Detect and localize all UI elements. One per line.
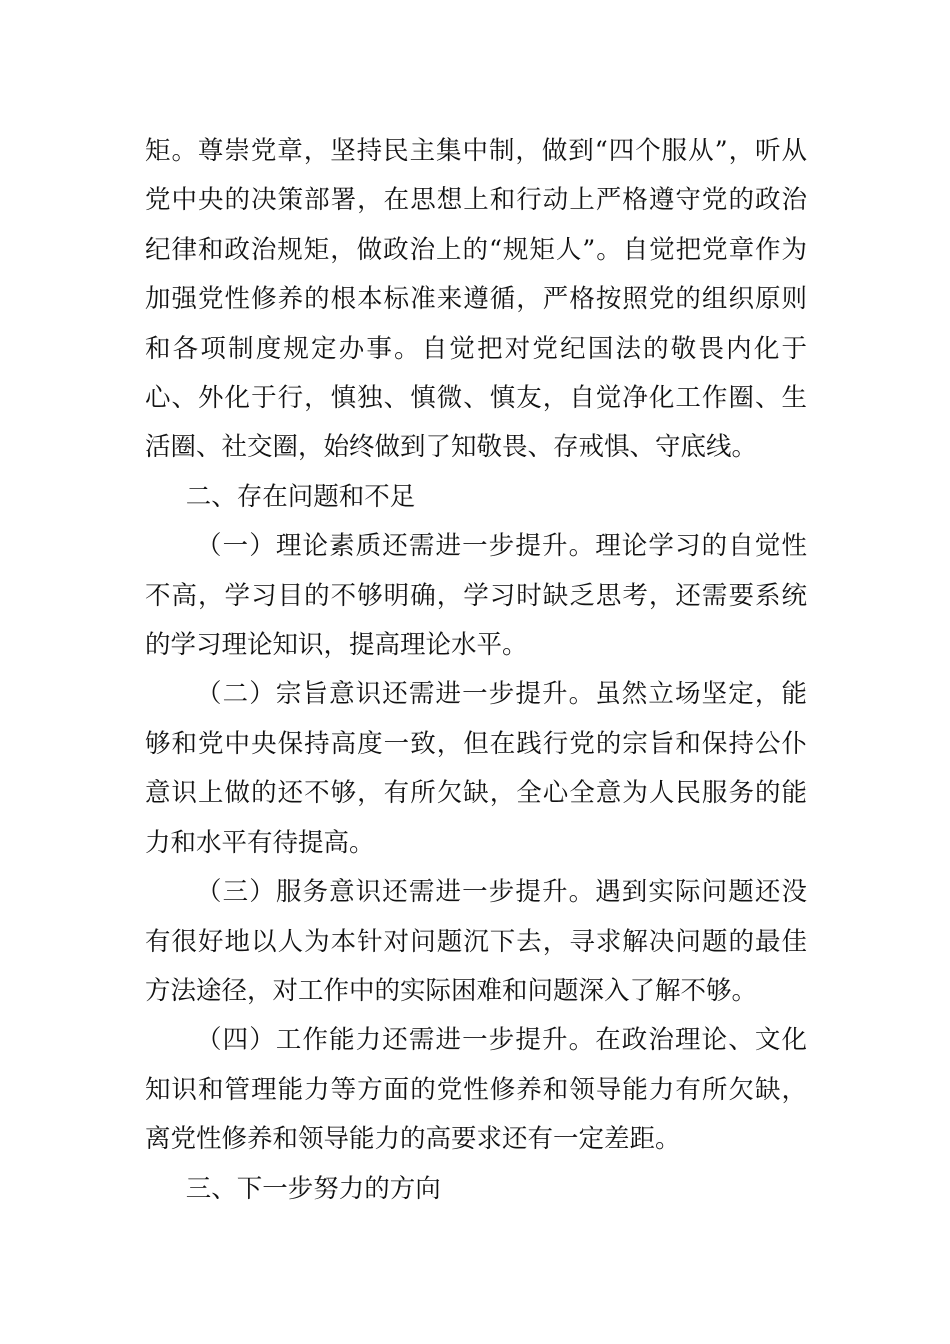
section-heading-problems: 二、存在问题和不足 <box>185 481 416 512</box>
document-body <box>145 127 807 1214</box>
paragraph-ability: （四）工作能力还需进一步提升。在政治理论、文化知识和管理能力等方面的党性修养和领导能力有所欠缺，离党性修养和领导能力的高要求还有一定差距。 <box>145 1025 807 1155</box>
paragraph-continuation: 矩。尊崇党章，坚持民主集中制，做到“四个服从”，听从党中央的决策部署，在思想上和行动上严格遵守党的政治纪律和政治规矩，做政治上的“规矩人”。自觉把党章作为加强党性修养的根本标准来遵循，严格按照党的组织原则和各项制度规定办事。自觉把对党纪国法的敬畏内化于心、外化于行，慎独、慎微、慎友，自觉净化工作圈、生活圈、社交圈，始终做到了知敬畏、存戒惧、守底线。 <box>145 136 807 463</box>
paragraph-theory: （一）理论素质还需进一步提升。理论学习的自觉性不高，学习目的不够明确，学习时缺乏思考，还需要系统的学习理论知识，提高理论水平。 <box>145 531 807 661</box>
paragraph-service: （三）服务意识还需进一步提升。遇到实际问题还没有很好地以人为本针对问题沉下去，寻求解决问题的最佳方法途径，对工作中的实际困难和问题深入了解不够。 <box>145 877 807 1006</box>
paragraph-purpose: （二）宗旨意识还需进一步提升。虽然立场坚定，能够和党中央保持高度一致，但在践行党的宗旨和保持公仆意识上做的还不够，有所欠缺，全心全意为人民服务的能力和水平有待提高。 <box>145 679 807 858</box>
section-heading-direction: 三、下一步努力的方向 <box>185 1173 441 1204</box>
